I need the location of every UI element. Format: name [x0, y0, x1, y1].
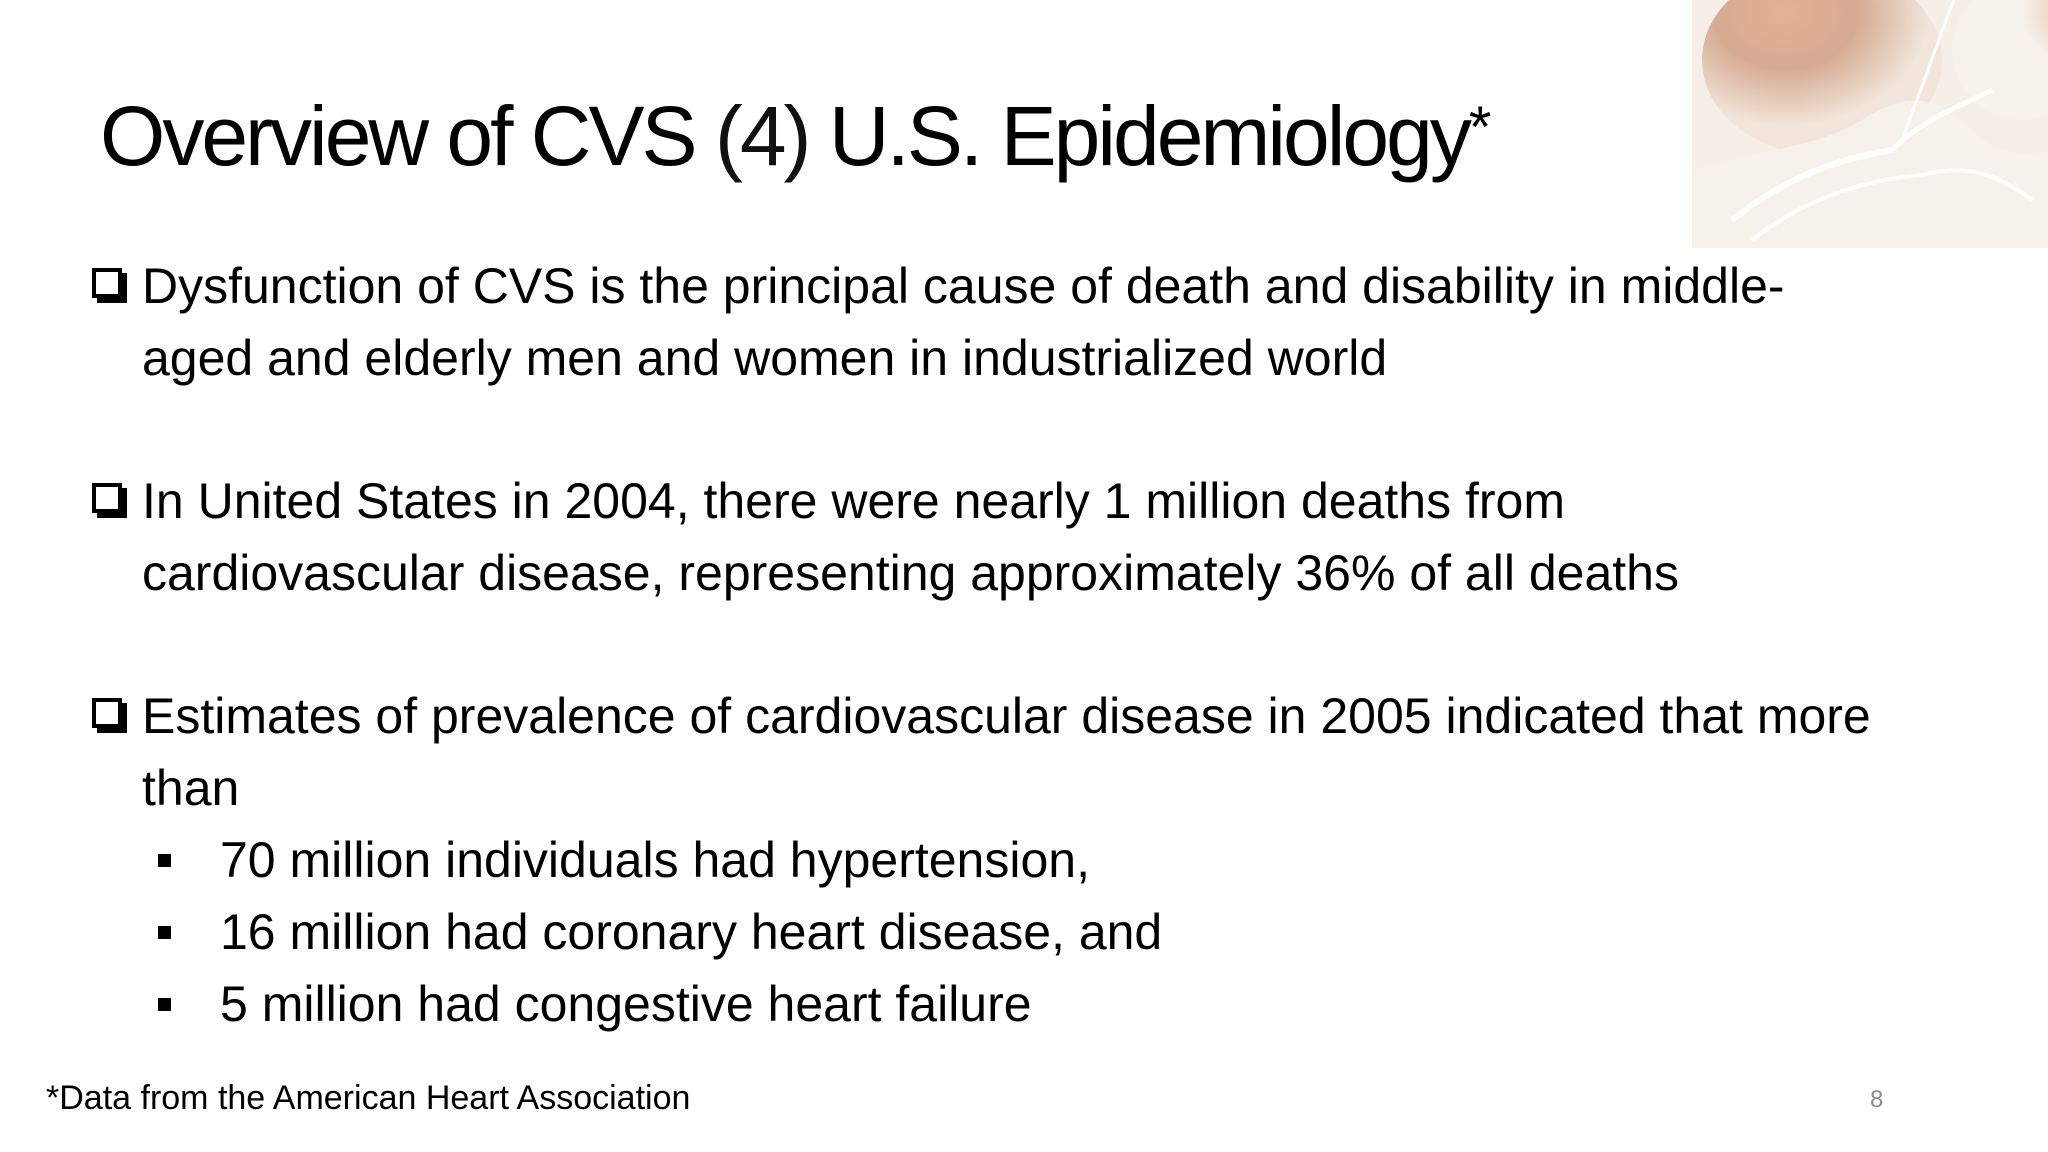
bullet-item — [92, 250, 1872, 394]
title-asterisk: * — [1468, 95, 1492, 160]
page-number: 8 — [1870, 1086, 1884, 1113]
bullet-item — [92, 465, 1872, 609]
title-rest: U.S. Epidemiology — [808, 89, 1469, 183]
sub-bullet-list — [142, 824, 1872, 1040]
footnote: *Data from the American Heart Association — [46, 1079, 691, 1117]
square-bullet-icon — [158, 926, 171, 939]
checkbox-bullet-icon — [92, 483, 122, 513]
slide-title — [100, 78, 1491, 186]
square-bullet-icon — [158, 998, 171, 1011]
bullet-text: In United States in 2004, there were nearly 1 million deaths from cardiovascular disease, representing approximately 36% of all deaths — [142, 473, 1679, 601]
sub-bullet-item — [142, 968, 1872, 1040]
sub-bullet-item — [142, 896, 1872, 968]
heart-valve-photo — [1692, 0, 2048, 248]
title-main: Overview of CVS — [100, 89, 715, 183]
sub-bullet-text: 70 million individuals had hypertension, — [220, 832, 1090, 888]
sub-bullet-text: 5 million had congestive heart failure — [220, 976, 1032, 1032]
bullet-text: Dysfunction of CVS is the principal cause of death and disability in middle-aged and elderly men and women in industrialized world — [142, 258, 1785, 386]
sub-bullet-text: 16 million had coronary heart disease, and — [220, 904, 1163, 960]
title-number: (4) — [714, 89, 809, 183]
bullet-list — [92, 250, 1872, 1040]
checkbox-bullet-icon — [92, 268, 122, 298]
checkbox-bullet-icon — [92, 698, 122, 728]
bullet-text: Estimates of prevalence of cardiovascular disease in 2005 indicated that more than — [142, 688, 1871, 816]
sub-bullet-item — [142, 824, 1872, 896]
bullet-item — [92, 680, 1872, 1040]
square-bullet-icon — [158, 854, 171, 867]
